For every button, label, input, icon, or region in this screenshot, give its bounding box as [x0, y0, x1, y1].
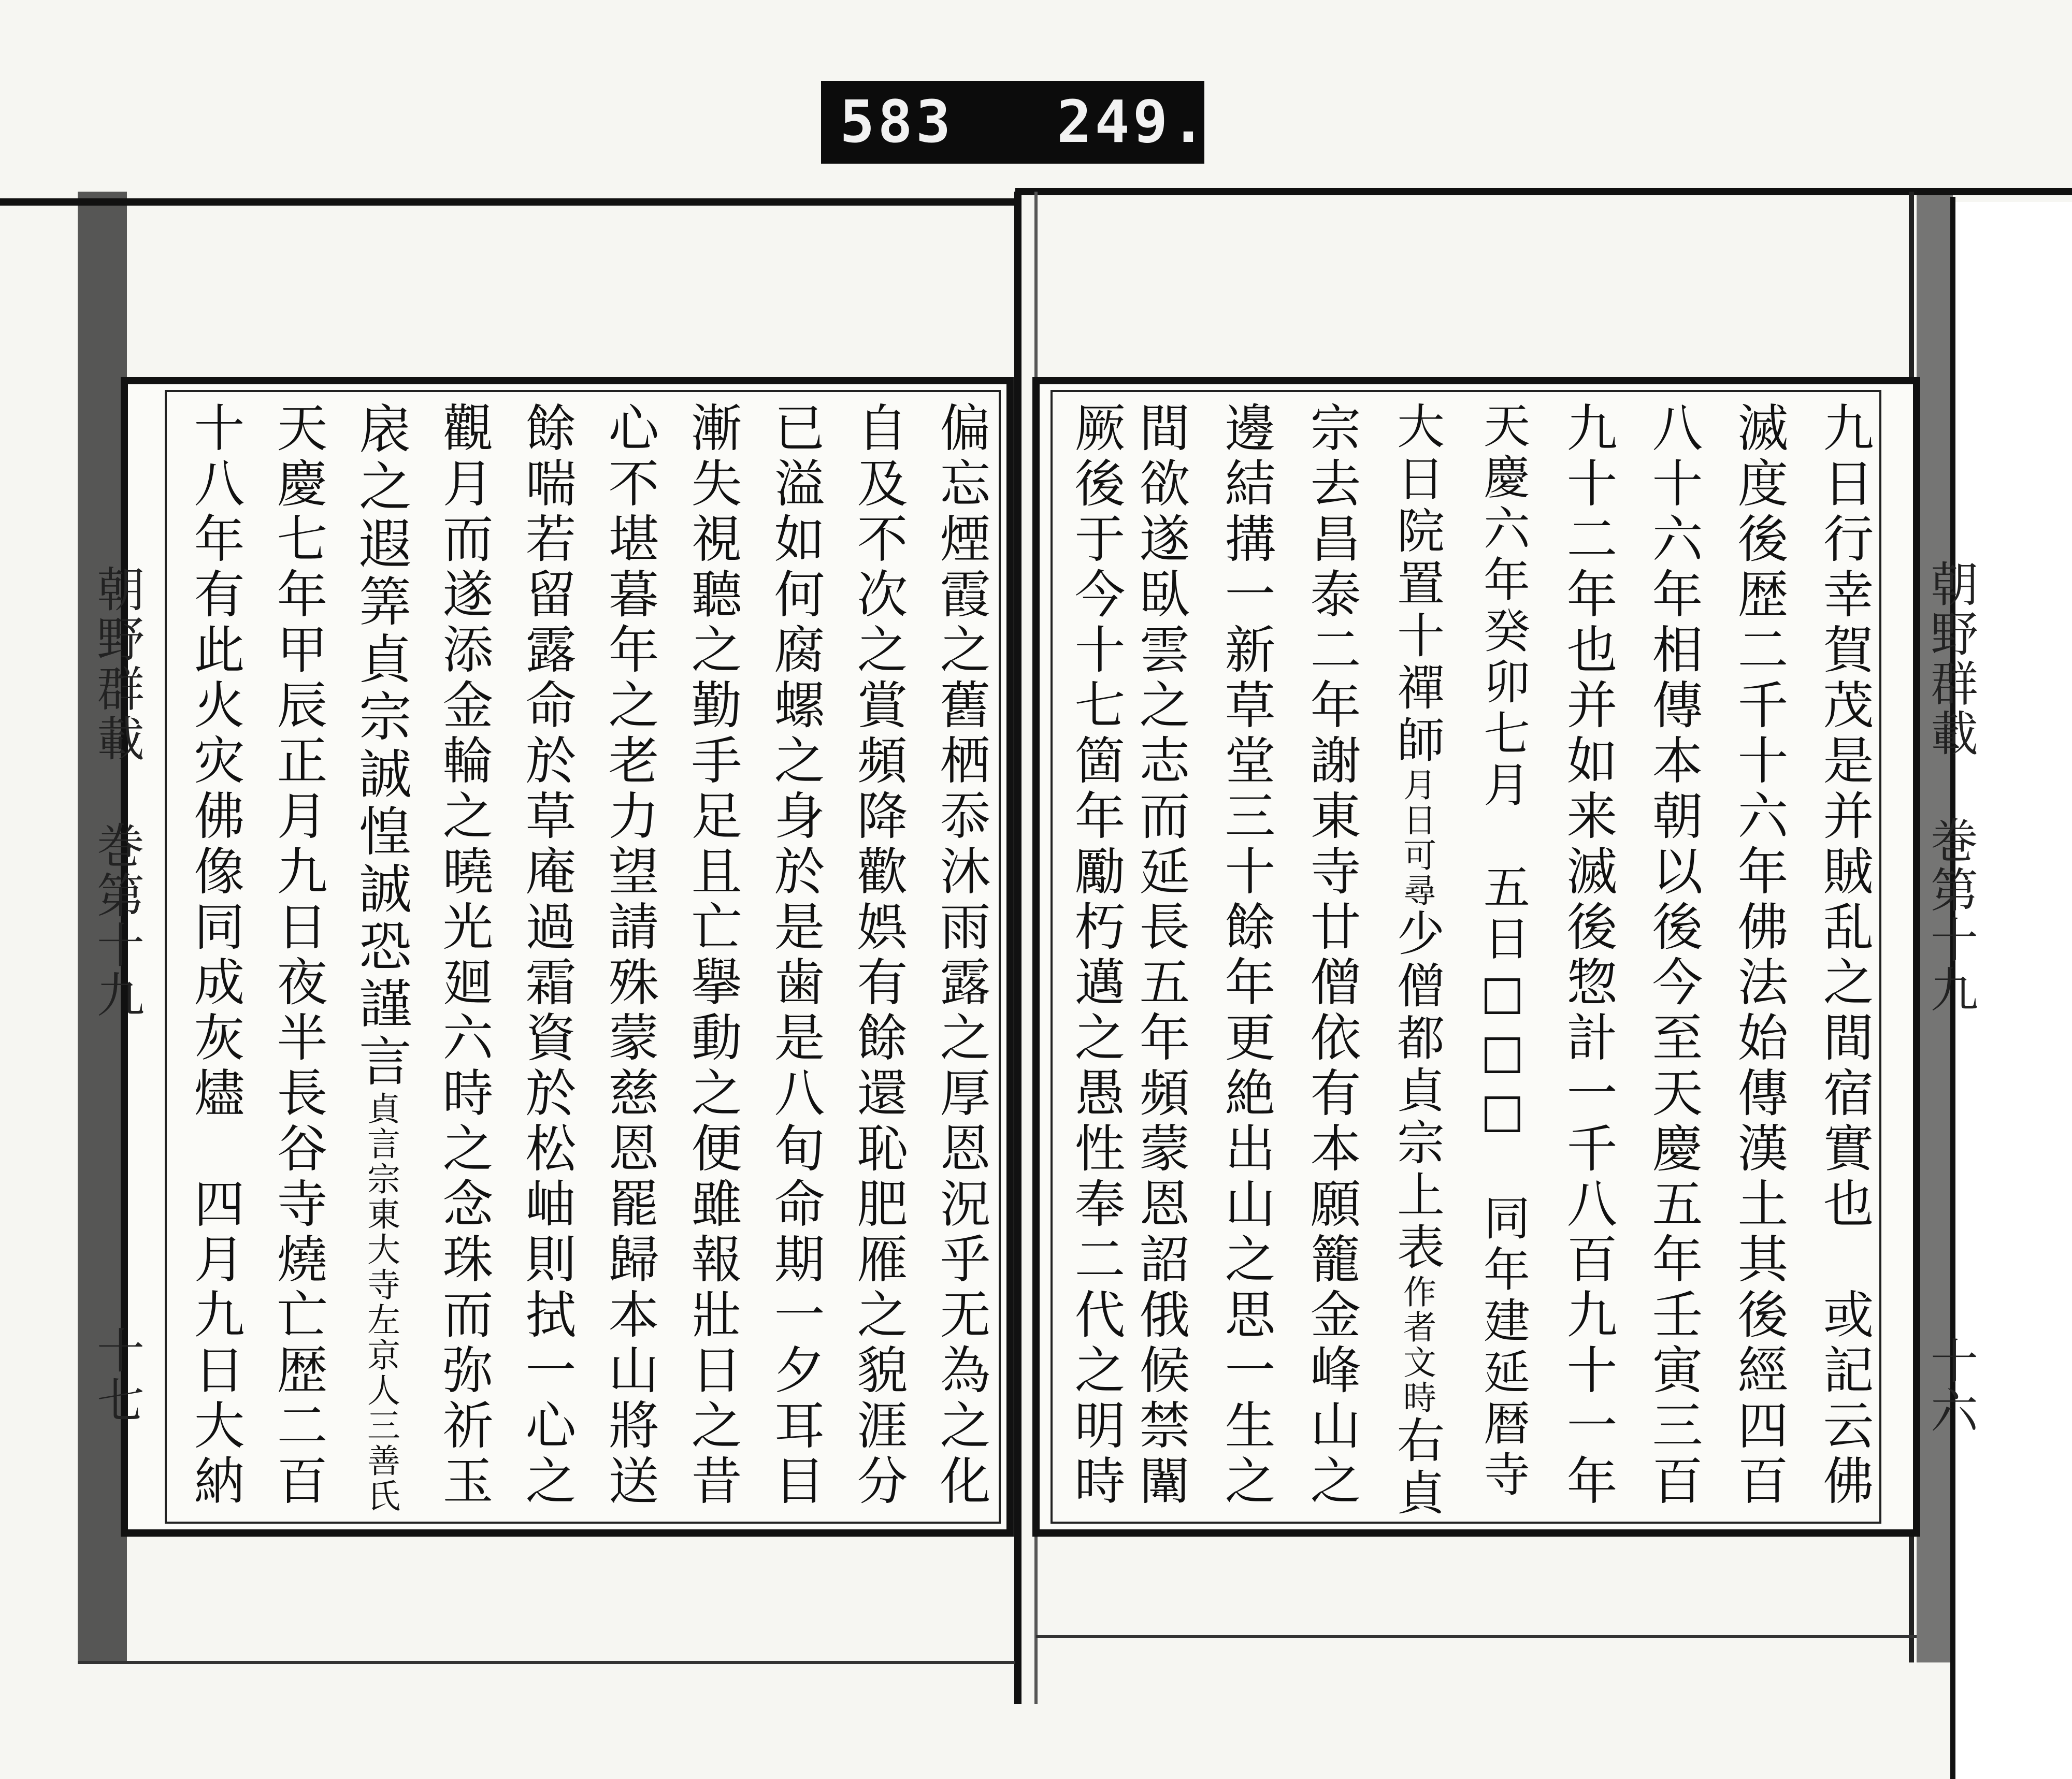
- left-column-9: 天慶七年甲辰正月九日夜半長谷寺燒亡歴二百: [268, 401, 327, 1510]
- right-column-3: 八十六年相傳本朝以後今至天慶五年壬寅三百: [1644, 401, 1703, 1510]
- left-column-7: 觀月而遂添金輪之曉光廻六時之念珠而弥祈玉: [434, 401, 493, 1510]
- right-column-9: 間欲遂臥雲之志而延長五年頻蒙恩詔俄候禁闈: [1131, 401, 1190, 1510]
- right-column-6-tail: 右貞: [1389, 1415, 1445, 1520]
- left-column-4: 漸失視聽之勤手足且亡擧動之便雖報壯日之昔: [683, 401, 742, 1510]
- left-column-8-text: 扆之遐筭貞宗誠惶誠恐謹言: [350, 401, 412, 1091]
- left-column-8-note: [362, 1091, 400, 1514]
- left-column-3: 已溢如何腐螺之身於是歯是八旬命期一夕耳目: [766, 401, 825, 1510]
- note1-line-a: 月日: [1398, 768, 1436, 838]
- right-column-7: 宗去昌泰二年謝東寺廿僧依有本願籠金峰山之: [1302, 401, 1361, 1510]
- right-column-6: [1378, 401, 1456, 1520]
- left-column-2: 自及不次之賞頻降歡娯有餘還恥肥雁之貌涯分: [848, 401, 908, 1510]
- right-column-4: 九十二年也并如来滅後惣計一千八百九十一年: [1558, 401, 1617, 1510]
- left-column-10: 十八年有此火灾佛像同成灰燼 四月九日大納: [185, 401, 244, 1510]
- left-column-1: 偏忘煙霞之舊栖忝沐雨露之厚恩況乎无為之化: [931, 401, 990, 1510]
- note2-line-a: 作者: [1398, 1275, 1436, 1345]
- note2-line-b: 文時: [1398, 1345, 1436, 1415]
- left-column-8: [342, 401, 420, 1514]
- archive-tag: [821, 81, 1209, 164]
- right-column-6-mid: 少僧都貞宗上表: [1389, 908, 1445, 1275]
- right-column-6-text: 大日院置十禪師: [1389, 401, 1445, 768]
- note1-line-b: 可尋: [1398, 838, 1436, 908]
- left-note-line-a: 貞言宗東大寺: [362, 1091, 400, 1303]
- right-page-header: 朝野群載 巻第十九: [1923, 559, 1978, 1015]
- right-column-5: 天慶六年癸卯七月 五日□□□ 同年建延暦寺: [1475, 401, 1530, 1501]
- left-column-6: 餘喘若留露命於草庵過霜資於松岫則拭一心之: [517, 401, 576, 1510]
- right-column-8: 邊結搆一新草堂三十餘年更絶出山之思一生之: [1216, 401, 1275, 1510]
- right-column-10: 厥後于今十七箇年勵朽邁之愚性奉二代之明時: [1066, 401, 1125, 1510]
- right-column-6-note1: [1398, 768, 1436, 908]
- left-page-header: 朝野群載 巻第十九: [89, 565, 145, 1020]
- left-note-line-b: 左京人三善氏: [362, 1303, 400, 1514]
- right-column-1: 九日行幸賀茂是并賊乱之間宿實也 或記云佛: [1815, 401, 1874, 1510]
- right-page-folio: 十六: [1923, 1336, 1978, 1436]
- right-column-6-note2: [1398, 1275, 1436, 1415]
- left-column-5: 心不堪暮年之老力望請殊蒙慈恩罷歸本山將送: [600, 401, 659, 1510]
- right-column-2: 滅度後歴二千十六年佛法始傳漢土其後經四百: [1729, 401, 1788, 1510]
- archive-number-right: 249.: [1057, 89, 1209, 156]
- archive-number-left: 583: [840, 89, 954, 156]
- left-page-folio: 十七: [89, 1326, 145, 1425]
